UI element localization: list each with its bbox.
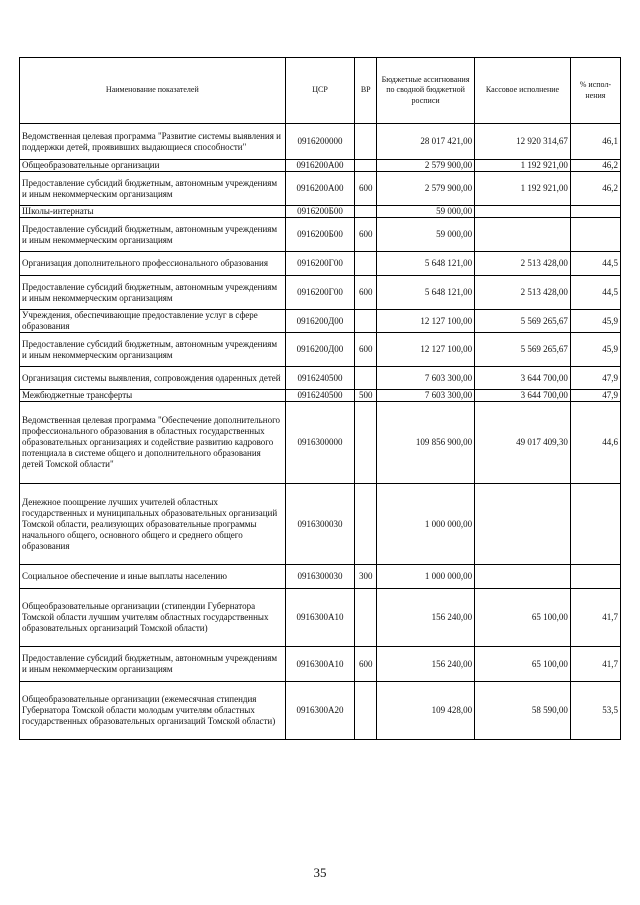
row-budget: 7 603 300,00	[377, 367, 475, 390]
table-row	[20, 276, 621, 310]
row-cash: 3 644 700,00	[475, 367, 571, 390]
row-cash: 12 920 314,67	[475, 124, 571, 160]
row-vr	[355, 124, 377, 160]
row-csr: 0916300000	[285, 402, 355, 484]
row-name: Организация системы выявления, сопровождения одаренных детей	[20, 367, 286, 390]
row-csr: 0916200Д00	[285, 310, 355, 333]
row-name: Предоставление субсидий бюджетным, автономным учреждениям и иным некоммерческим организациям	[20, 647, 286, 682]
row-percent	[570, 484, 620, 565]
row-budget: 59 000,00	[377, 218, 475, 252]
table-row	[20, 589, 621, 647]
row-percent: 47,9	[570, 390, 620, 402]
row-csr: 0916200Д00	[285, 333, 355, 367]
row-csr: 0916200А00	[285, 172, 355, 206]
row-cash: 58 590,00	[475, 682, 571, 740]
header-percent: % испол-нения	[570, 58, 620, 124]
row-percent: 44,5	[570, 276, 620, 310]
table-row	[20, 333, 621, 367]
table-row	[20, 367, 621, 390]
row-name: Социальное обеспечение и иные выплаты населению	[20, 565, 286, 589]
row-cash	[475, 565, 571, 589]
row-budget: 1 000 000,00	[377, 484, 475, 565]
table-row	[20, 565, 621, 589]
row-percent: 47,9	[570, 367, 620, 390]
row-cash: 1 192 921,00	[475, 160, 571, 172]
row-name: Ведомственная целевая программа "Развитие системы выявления и поддержки детей, проявивших выдающиеся способности"	[20, 124, 286, 160]
row-vr	[355, 206, 377, 218]
row-vr: 600	[355, 276, 377, 310]
row-cash: 49 017 409,30	[475, 402, 571, 484]
row-percent: 41,7	[570, 647, 620, 682]
row-vr	[355, 160, 377, 172]
header-vr: ВР	[355, 58, 377, 124]
row-name: Предоставление субсидий бюджетным, автономным учреждениям и иным некоммерческим организациям	[20, 172, 286, 206]
row-budget: 2 579 900,00	[377, 172, 475, 206]
row-csr: 0916300030	[285, 565, 355, 589]
table-row	[20, 682, 621, 740]
table-row	[20, 172, 621, 206]
row-budget: 5 648 121,00	[377, 252, 475, 276]
row-vr	[355, 252, 377, 276]
row-csr: 0916300А10	[285, 647, 355, 682]
row-vr	[355, 367, 377, 390]
row-vr	[355, 484, 377, 565]
row-budget: 2 579 900,00	[377, 160, 475, 172]
table-header-row	[20, 58, 621, 124]
table-row	[20, 218, 621, 252]
row-percent: 46,1	[570, 124, 620, 160]
row-budget: 7 603 300,00	[377, 390, 475, 402]
row-percent	[570, 565, 620, 589]
header-cash: Кассовое исполнение	[475, 58, 571, 124]
row-csr: 0916200А00	[285, 160, 355, 172]
row-vr	[355, 310, 377, 333]
row-vr: 600	[355, 647, 377, 682]
row-percent: 44,6	[570, 402, 620, 484]
row-name: Предоставление субсидий бюджетным, автономным учреждениям и иным некоммерческим организациям	[20, 333, 286, 367]
row-budget: 156 240,00	[377, 589, 475, 647]
row-cash: 2 513 428,00	[475, 276, 571, 310]
row-name: Организация дополнительного профессионального образования	[20, 252, 286, 276]
row-budget: 12 127 100,00	[377, 310, 475, 333]
row-cash	[475, 484, 571, 565]
row-name: Общеобразовательные организации (ежемесячная стипендия Губернатора Томской области молодым учителям областных государственных образовательных организаций Томской области)	[20, 682, 286, 740]
row-budget: 109 428,00	[377, 682, 475, 740]
row-cash: 65 100,00	[475, 647, 571, 682]
row-percent: 46,2	[570, 172, 620, 206]
row-budget: 59 000,00	[377, 206, 475, 218]
row-csr: 0916200Г00	[285, 276, 355, 310]
row-cash: 5 569 265,67	[475, 310, 571, 333]
row-cash: 1 192 921,00	[475, 172, 571, 206]
table-row	[20, 647, 621, 682]
row-name: Общеобразовательные организации	[20, 160, 286, 172]
row-name: Межбюджетные трансферты	[20, 390, 286, 402]
table-row	[20, 124, 621, 160]
table-row	[20, 402, 621, 484]
row-name: Денежное поощрение лучших учителей областных государственных и муниципальных образовательных организаций Томской области, реализующих образовательные программы начального общего, основного общего и среднего общего образования	[20, 484, 286, 565]
row-percent	[570, 206, 620, 218]
table-row	[20, 160, 621, 172]
row-csr: 0916240500	[285, 390, 355, 402]
row-percent: 41,7	[570, 589, 620, 647]
row-cash: 2 513 428,00	[475, 252, 571, 276]
row-percent: 45,9	[570, 333, 620, 367]
row-budget: 109 856 900,00	[377, 402, 475, 484]
row-vr: 300	[355, 565, 377, 589]
header-csr: ЦСР	[285, 58, 355, 124]
row-vr: 500	[355, 390, 377, 402]
row-csr: 0916300А20	[285, 682, 355, 740]
row-name: Учреждения, обеспечивающие предоставление услуг в сфере образования	[20, 310, 286, 333]
row-cash: 3 644 700,00	[475, 390, 571, 402]
row-budget: 12 127 100,00	[377, 333, 475, 367]
row-csr: 0916200Б00	[285, 218, 355, 252]
row-name: Общеобразовательные организации (стипендии Губернатора Томской области лучшим учителям областных государственных образовательных организаций Томской области)	[20, 589, 286, 647]
header-name: Наименование показателей	[20, 58, 286, 124]
row-budget: 28 017 421,00	[377, 124, 475, 160]
row-name: Предоставление субсидий бюджетным, автономным учреждениям и иным некоммерческим организациям	[20, 218, 286, 252]
page-number: 35	[313, 865, 327, 880]
row-cash: 5 569 265,67	[475, 333, 571, 367]
row-csr: 0916200Г00	[285, 252, 355, 276]
row-cash	[475, 206, 571, 218]
row-percent	[570, 218, 620, 252]
row-budget: 156 240,00	[377, 647, 475, 682]
row-percent: 53,5	[570, 682, 620, 740]
row-budget: 1 000 000,00	[377, 565, 475, 589]
row-percent: 44,5	[570, 252, 620, 276]
row-name: Предоставление субсидий бюджетным, автономным учреждениям и иным некоммерческим организациям	[20, 276, 286, 310]
row-name: Ведомственная целевая программа "Обеспечение дополнительного профессионального образования в областных государственных образовательных организациях и содействие развитию кадрового потенциала в системе общего и дополнительного образования детей Томской области"	[20, 402, 286, 484]
row-csr: 0916240500	[285, 367, 355, 390]
row-csr: 0916200000	[285, 124, 355, 160]
table-row	[20, 310, 621, 333]
row-cash: 65 100,00	[475, 589, 571, 647]
row-cash	[475, 218, 571, 252]
row-vr: 600	[355, 333, 377, 367]
table-row	[20, 206, 621, 218]
header-budget: Бюджетные ассигнования по сводной бюджетной росписи	[377, 58, 475, 124]
row-vr: 600	[355, 172, 377, 206]
row-percent: 45,9	[570, 310, 620, 333]
row-csr: 0916300А10	[285, 589, 355, 647]
table-body	[20, 124, 621, 740]
table-row	[20, 484, 621, 565]
row-percent: 46,2	[570, 160, 620, 172]
row-vr	[355, 589, 377, 647]
table-row	[20, 252, 621, 276]
row-vr	[355, 682, 377, 740]
row-vr	[355, 402, 377, 484]
row-csr: 0916200Б00	[285, 206, 355, 218]
row-budget: 5 648 121,00	[377, 276, 475, 310]
row-vr: 600	[355, 218, 377, 252]
row-csr: 0916300030	[285, 484, 355, 565]
table-row	[20, 390, 621, 402]
row-name: Школы-интернаты	[20, 206, 286, 218]
budget-execution-table	[19, 57, 621, 740]
